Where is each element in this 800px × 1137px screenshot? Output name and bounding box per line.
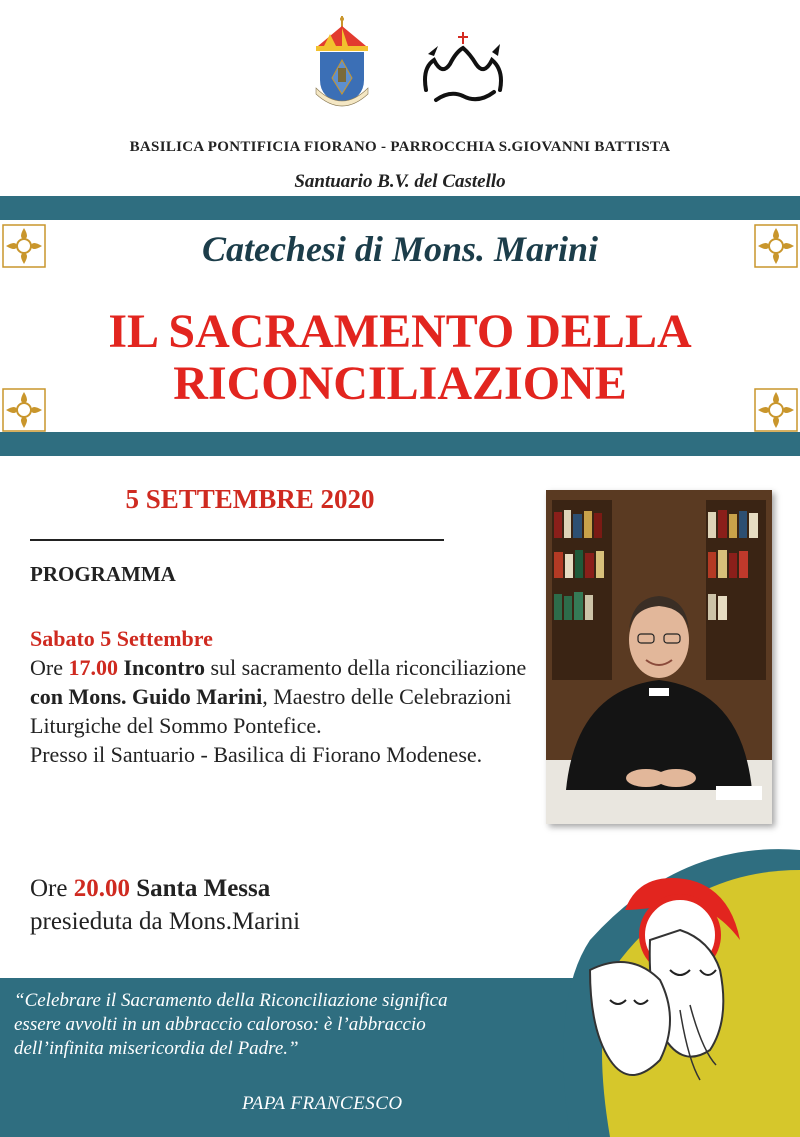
program-day: Sabato 5 Settembre (30, 626, 213, 651)
main-title-line1: IL SACRAMENTO DELLA (108, 305, 692, 358)
speaker-name: con Mons. Guido Marini (30, 684, 263, 709)
program-details (30, 624, 530, 769)
mass-time: 20.00 (73, 875, 130, 902)
program-heading: PROGRAMMA (30, 562, 176, 586)
main-title (0, 306, 800, 410)
pope-quote: “Celebrare il Sacramento della Riconciliazione significa essere avvolti in un abbraccio caloroso: è l’abbraccio dell’infinita misericordia del Padre.” (14, 990, 448, 1059)
catechesis-subtitle: Catechesi di Mons. Marini (201, 229, 599, 269)
basilica-crest-logo (312, 16, 372, 114)
quote-author: PAPA FRANCESCO (242, 1093, 403, 1114)
main-title-line2: RICONCILIAZIONE (173, 357, 627, 410)
divider (30, 539, 444, 541)
crown-logo (420, 32, 506, 112)
banner-bottom-band (0, 432, 800, 456)
meeting-time: 17.00 (68, 655, 118, 680)
event-date: 5 SETTEMBRE 2020 (125, 484, 375, 514)
banner-top-band (0, 196, 800, 220)
program-item-mass: Ore 20.00 Santa Messa presieduta da Mons.Marini (30, 872, 530, 938)
program-location: Presso il Santuario - Basilica di Fiorano Modenese. (30, 742, 483, 767)
institution-name: BASILICA PONTIFICIA FIORANO - PARROCCHIA S.GIOVANNI BATTISTA (129, 139, 671, 155)
jubilee-of-mercy-logo (530, 830, 800, 1137)
sanctuary-name: Santuario B.V. del Castello (294, 171, 506, 192)
mass-celebrant: presieduta da Mons.Marini (30, 908, 301, 935)
program-item-meeting: Ore 17.00 Incontro sul sacramento della riconciliazione con Mons. Guido Marini, Maestro delle Celebrazioni Liturgiche del Sommo Pontefice. (30, 655, 527, 738)
portrait-photo (546, 490, 772, 824)
